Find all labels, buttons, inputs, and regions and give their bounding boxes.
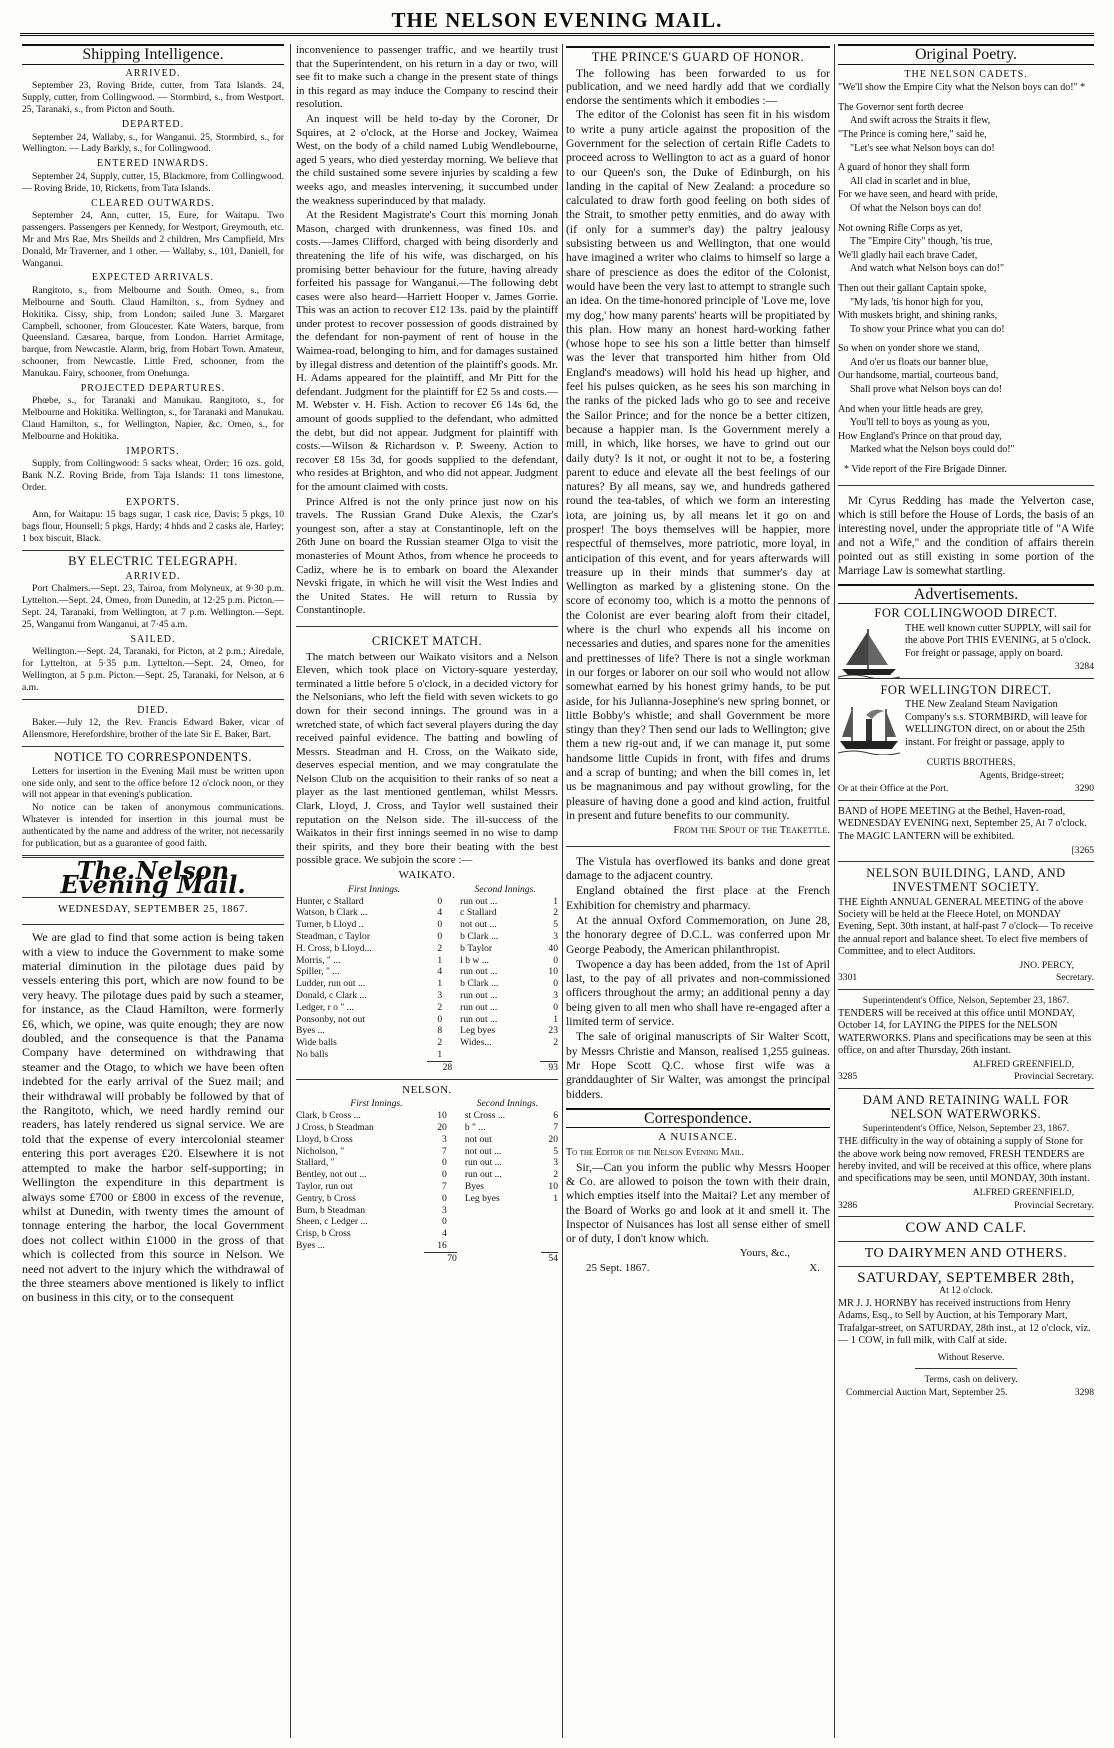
subhead: SAILED. [130, 633, 176, 645]
poem-line: For we have seen, and heard with pride, [838, 189, 998, 201]
nuisance-letter: Sir,—Can you inform the public why Messrs Hooper & Co. are allowed to poison the town with their drain, which empties itself into the Maitai? Let any member of the Board of Works go and look at it and smell it. The Inspector of Nuisances has lost all sense either of smell or of duty, I don't know which. [566, 1160, 830, 1246]
score-batsman: Ledger, r o " ... [296, 1001, 354, 1013]
score-batsman: Donald, c Clark ... [296, 990, 367, 1001]
innings-caption: Second Innings. [476, 1098, 539, 1110]
poem-line: Shall prove what Nelson boys can do! [850, 384, 1003, 396]
score-runs: 3 [437, 990, 443, 1001]
leader-article: We are glad to find that some action is being taken with a view to induce the Government to make some material diminution in the pilotage dues paid by vessels entering this port, which are now found to be very heavy. The pilotage dues paid by such a steamer, for instance, as the Claud Hamilton, were formerly £6, which, we opine, was quite enough; they are now doubled, and the consequence is that the Panama Company have determined on withdrawing that steamer and the Otago, to which we have been often indebted for the early arrival of the Suez mail; and their withdrawal will probably be followed by that of the Rangitoto, which, we need hardly remind our readers, has lately rendered us signal service. We are told that the expense of every intercolonial steamer entering this port averages £20. Elsewhere it is not attempted to make the harbor self-supporting; in Wellington the expenditure in this department is always some £700 or £800 in excess of the revenue, whilst at Dunedin, with twenty times the amount of tonnage entering the harbor, the local Government does not collect within £1000 in the gross of that which is collected from this source in Nelson. We need not advert to the injury which the withdrawal of the three steamers above mentioned is likely to inflict on business in this city, or to the consequent [22, 930, 284, 1305]
score-batsman [457, 1240, 541, 1252]
advert-subheading: TO DAIRYMEN AND OTHERS. [864, 1246, 1068, 1262]
score-batsman: Ponsonby, not out [296, 1013, 365, 1025]
innings-total: 70 [424, 1252, 456, 1264]
score-batsman: run out ... [460, 990, 498, 1001]
column-rule [290, 44, 291, 1738]
poem-stanza [838, 223, 1094, 276]
score-runs: 1 [553, 1013, 558, 1025]
ship-icon [838, 625, 900, 679]
poem-line: "The Prince is coming here," said he, [838, 128, 987, 140]
score-runs: 4 [437, 966, 443, 978]
paragraph: An inquest will be held to-day by the Coroner, Dr Squires, at 2 o'clock, at the Horse and Jockey, Waimea West, on the body of a child named Lubig Wendlebourne, aged 5 years, who died yesterday morning. We believe that the child sustained some severe injuries by scalding a few weeks ago, and measles intervening, it succumbed under the weakness superinduced by that malady. [296, 112, 558, 207]
score-row [296, 1025, 558, 1037]
news-item: England obtained the first place at the French Exhibition for chemistry and pharmacy. [566, 884, 830, 912]
shipping-departed: September 24, Wallaby, s., for Wanganui. 25, Stormbird, s., for Wellington. — Lady Barkly, s., for Collingwood. [22, 131, 284, 155]
shipping-expected: Rangitoto, s., from Melbourne and South. Omeo, s., from Melbourne and South. Claud Hamilton, s., from Sydney and Hokitika. Cissy, ship, from London; sailed June 3. Margaret Campbell, schooner, from Gloucester. Kate Waters, barque, from Queensland. Cæsarea, barque, from London. Harriet Armitage, barque, from Newcastle. Alarm, brig, from Hobart Town. Amateur, schooner, from Newcastle. Little Fred, schooner, from the Manukau. Fairy, schooner, from Onehunga. [22, 285, 284, 379]
score-row [296, 931, 558, 943]
score-runs [541, 1205, 558, 1217]
poem-line: With muskets bright, and shining ranks, [838, 310, 998, 322]
score-runs: 0 [442, 1169, 447, 1181]
advert-band-of-hope [838, 806, 1094, 857]
advert-terms: Terms, cash on delivery. [924, 1374, 1018, 1386]
score-runs [541, 1240, 558, 1252]
paragraph: Mr Cyrus Redding has made the Yelverton case, which is still before the House of Lords, the basis of an interesting novel, under the appropriate title of "A Wife and not a Wife," and the condition of affairs therein pointed out as still existing in some portion of the Marriage Law is somewhat startling. [838, 494, 1094, 577]
score-batsman: b Clark ... [460, 978, 499, 990]
advertisements-heading: Advertisements. [838, 584, 1094, 605]
poem-line: The "Empire City" though, 'tis true, [850, 236, 993, 248]
telegraph-heading: BY ELECTRIC TELEGRAPH. [68, 553, 238, 568]
advert-signature-title: Provincial Secretary. [1014, 1199, 1094, 1211]
score-batsman: Bentley, not out ... [296, 1169, 367, 1181]
poem-stanza [838, 102, 1094, 155]
score-batsman: Spiller, " ... [296, 966, 340, 978]
paragraph: The following has been forwarded to us for publication, and we need hardly add that we cordially endorse the sentiments which it embodies :— [566, 66, 830, 107]
score-batsman: run out ... [460, 895, 498, 907]
score-batsman: Lloyd, b Cross [296, 1133, 353, 1145]
score-runs: 0 [437, 919, 443, 931]
column-rule [834, 44, 835, 1738]
score-batsman: not out ... [460, 919, 497, 931]
innings-caption: First Innings. [347, 883, 401, 895]
poem-line: "We'll show the Empire City what the Nelson boys can do!" * [838, 82, 1086, 94]
news-item: At the annual Oxford Commemoration, on June 28, the honorary degree of D.C.L. was conferred upon Mr George Peabody, the American philanthropist. [566, 914, 830, 956]
advert-building-society [838, 867, 1094, 984]
score-runs: 5 [553, 1145, 558, 1157]
advert-number: 3301 [838, 972, 858, 984]
score-runs: 0 [442, 1216, 447, 1228]
score-batsman [457, 1228, 541, 1240]
score-runs: 8 [437, 1025, 443, 1037]
score-row [296, 896, 558, 908]
score-runs [541, 1228, 558, 1240]
score-runs: 4 [442, 1228, 447, 1240]
poem-line: So when on yonder shore we stand, [838, 343, 980, 355]
column-1 [22, 44, 284, 1738]
telegraph-arrived: Port Chalmers.—Sept. 23, Tairoa, from Molyneux, at 9·30 p.m. Lyttelton.—Sept. 24, Omeo, from Dunedin, at 12·25 p.m. Picton.—Sept. 24, Taranaki, from Wellington, at 7 p.m. Wellington.—Sept. 25, Wanganui from Wanganui, at 7·45 a.m. [22, 583, 284, 630]
poem [838, 82, 1094, 457]
score-batsman: run out ... [464, 1169, 502, 1181]
subhead: IMPORTS. [126, 445, 180, 457]
advert-tenders-pipes [838, 995, 1094, 1083]
score-row [296, 1240, 558, 1252]
masthead [20, 8, 1094, 36]
advert-dam [838, 1094, 1094, 1211]
advert-signature: ALFRED GREENFIELD, [972, 1186, 1074, 1198]
score-runs: 2 [553, 1169, 558, 1181]
score-batsman: Byes ... [296, 1025, 325, 1037]
subhead: DEPARTED. [121, 118, 185, 130]
telegraph-sailed: Wellington.—Sept. 24, Taranaki, for Picton, at 2 p.m.; Airedale, for Lyttelton, at 5·35 p.m. Lyttelton.—Sept. 24, Omeo, for Wellington, at 5 p.m. Picton.—Sept. 25, Taranaki, for Nelson, at 6 a.m. [22, 646, 284, 693]
score-batsman: run out ... [460, 1001, 498, 1013]
score-batsman: Leg byes [460, 1025, 496, 1037]
score-batsman: J Cross, b Steadman [296, 1121, 374, 1133]
score-runs: 10 [548, 966, 558, 978]
advert-date: SATURDAY, SEPTEMBER 28th, [857, 1269, 1075, 1286]
score-batsman: Stallard, " [296, 1157, 335, 1169]
poem-line: You'll tell to boys as young as you, [850, 417, 990, 429]
shipping-exports: Ann, for Waitapu: 15 bags sugar, 1 cask rice, Davis; 5 pkgs, 10 bags flour, Hounsell; 5 pkgs, Hardy; 4 hhds and 2 casks ale, Harley; 1 box biscuit, Black. [22, 509, 284, 545]
score-batsman: Turner, b Lloyd .. [296, 919, 364, 931]
score-runs: 3 [442, 1133, 447, 1145]
score-batsman: Ludder, run out ... [296, 978, 366, 990]
score-batsman [457, 1205, 541, 1217]
poem-line: How England's Prince on that proud day, [838, 430, 1002, 442]
shipping-projected: Phœbe, s., for Taranaki and Manukau. Rangitoto, s., for Melbourne and Hokitika. Wellington, s., for Taranaki and Manukau. Claud Hamilton, s., for Wellington, Napier, &c. Omeo, s., for Melbourne and Hokitika. [22, 395, 284, 442]
nameplate: The Nelson Evening Mail. [60, 856, 246, 899]
score-batsman: not out ... [464, 1145, 502, 1157]
poem-line: The Governor sent forth decree [838, 101, 964, 113]
shipping-imports: Supply, from Collingwood: 5 sacks wheat, Order; 16 ozs. gold, Bank N.Z. Roving Bride, from Taja Islands: 11 tons limestone, Order. [22, 458, 284, 493]
score-runs: 0 [553, 1001, 558, 1013]
dateline: WEDNESDAY, SEPTEMBER 25, 1867. [57, 903, 249, 915]
paragraph: inconvenience to passenger traffic, and we heartily trust that the Superintendent, on his return in a day or two, will see fit to make such a change in the present state of things in this regard as may induce the Company to rescind their resolution. [296, 44, 558, 111]
advert-text: BAND of HOPE MEETING at the Bethel, Haven-road, WEDNESDAY EVENING next, September 25, At 7 o'clock. The MAGIC LANTERN will be exhibited. [838, 805, 1087, 842]
score-runs: 7 [442, 1180, 447, 1192]
advert-wellington [838, 684, 1094, 795]
score-runs: 2 [437, 942, 443, 954]
score-row [296, 907, 558, 919]
score-row [296, 966, 558, 978]
score-row [296, 990, 558, 1002]
letter-signoff: Yours, &c., [739, 1247, 790, 1260]
advert-number: 3285 [838, 1071, 858, 1083]
score-runs: 1 [437, 954, 443, 966]
nelson-scorecard [296, 1085, 558, 1265]
advert-cow-and-calf [838, 1222, 1094, 1399]
advert-text: THE Eighth ANNUAL GENERAL MEETING of the above Society will be held at the Fleece Hotel, on MONDAY Evening, Sept. 30th instant, at half-past 7 o'clock— To receive the annual report and balance sheet. To elect five members of Committee, and to elect Auditors. [838, 896, 1093, 958]
score-runs: 10 [437, 1110, 447, 1122]
score-batsman: not out [464, 1133, 492, 1145]
notice-heading: NOTICE TO CORRESPONDENTS. [54, 750, 252, 765]
score-runs: 0 [437, 931, 443, 943]
score-batsman: Crisp, b Cross [296, 1228, 351, 1240]
score-row [296, 1157, 558, 1169]
notice-text: No notice can be taken of anonymous communications. Whatever is intended for insertion in this journal must be authenticated by the name and address of the writer, not necessarily for publication, but as a guarantee of good faith. [22, 802, 284, 849]
poem-line: And when your little heads are grey, [838, 403, 984, 415]
score-batsman: b " ... [464, 1121, 486, 1133]
score-batsman: H. Cross, b Lloyd... [296, 942, 372, 954]
cricket-report: The match between our Waikato visitors and a Nelson Eleven, which took place on Victory-square yesterday, terminated a little before 5 o'clock, in a decided victory for the Nelsonians, who left the field with seven wickets to go down for their second innings. The ground was in a wretched state, of which fact several players during the day received painful evidence. The batting and bowling of Messrs. Steadman and H. Cross, on the Waikato side, deserves especial mention, and we may congratulate the Nelson Club on the acquisition to their ranks of so neat a player as the last mentioned gentleman, whilst Messrs. Clark, Lloyd, J. Cross, and Taylor well sustained their reputation on the Nelson side. The ill-success of the Waikatos in their first innings seemed in no wise to damp their spirits, and they bore their beating with the best possible grace. We subjoin the score :— [296, 650, 558, 867]
innings-total: 28 [427, 1061, 453, 1073]
news-item: The Vistula has overflowed its banks and done great damage to the adjacent country. [566, 854, 830, 883]
innings-caption: Second Innings. [474, 883, 536, 895]
score-runs: 5 [553, 919, 558, 931]
poem-line: "Let's see what Nelson boys can do! [850, 142, 995, 154]
score-runs: 1 [553, 1192, 558, 1204]
score-row [296, 1181, 558, 1193]
scorecard-team: NELSON. [402, 1083, 452, 1096]
score-row [296, 1002, 558, 1014]
poem-stanza [838, 404, 1094, 457]
subhead: ARRIVED. [125, 67, 181, 79]
score-runs: 23 [548, 1025, 558, 1037]
advert-collingwood [838, 607, 1094, 673]
score-row [296, 1134, 558, 1146]
masthead-title: THE NELSON EVENING MAIL. [391, 8, 723, 32]
score-row [296, 943, 558, 955]
score-runs: 0 [442, 1192, 447, 1204]
advert-signature-title: Provincial Secretary. [1014, 1071, 1094, 1083]
shipping-cleared: September 24, Ann, cutter, 15, Eure, for Waitapu. Two passengers. Passengers per Kennedy, for Westport, Greymouth, etc. Mr and Mrs Rae, Mrs Sheilds and 2 children, Mrs Campfield, Mrs Donald, Mr Traverner, and 1 other. — Wallaby, s., 101, Daniell, for Wanganui. [22, 210, 284, 269]
advert-tail: Or at their Office at the Port. [838, 783, 949, 795]
advert-heading: DAM AND RETAINING WALL FOR NELSON WATERWORKS. [862, 1093, 1070, 1121]
notice-text: Letters for insertion in the Evening Mail must be written upon one side only, and sent to the office before 12 o'clock noon, or they will not appear in that evening's publication. [22, 765, 284, 801]
died-notice: Baker.—July 12, the Rev. Francis Edward Baker, vicar of Allensmore, Herefordshire, brother of the late Sir E. Baker, Bart. [22, 717, 284, 741]
score-batsman: b Clark ... [460, 931, 499, 943]
shipping-heading: Shipping Intelligence. [22, 44, 284, 65]
score-row [296, 1205, 558, 1217]
score-batsman: Byes [464, 1180, 484, 1192]
score-batsman: Morris, " ... [296, 954, 341, 966]
advert-text: THE difficulty in the way of obtaining a supply of Stone for the above work being now removed, FRESH TENDERS are hereby invited, and will be received at this office, where plans and specifications may be seen, until MONDAY, 30th instant. [838, 1136, 1092, 1185]
nuisance-heading: A NUISANCE. [658, 1131, 738, 1144]
paragraph: At the Resident Magistrate's Court this morning Jonah Mason, charged with drunkenness, was fined 10s. and costs.—James Clifford, charged with being disorderly and threatening the life of his wife, was discharged, on his promising better behaviour for the future, having already forfeited his passage for Wanganui.—The following debt cases were also heard—Harriett Hooper v. James Gorrie. This was an action to recover £12 13s. paid by the plaintiff under protest to recover possession of goods distrained by the defendant for non-payment of rent of house in the Waimea-road, belonging to him, and for damages sustained by illegal distress and detention of the plaintiff's goods. Mr. H. Adams appeared for the plaintiff, and Mr Pitt for the defendant. Judgment for the plaintiff for £2 5s and costs.—M. Webster v. H. Fish. Action to recover £6 14s 6d, the amount of goods supplied to the defendant, who admitted the debt, but did not appear. Judgment for plaintiff with costs.—Wilson & Richardson v. P. Sweeny. Action to recover £8 15s 3d, for goods supplied to the defendant, who resides at Brighton, and who did not appear. Judgment for the amount claimed with costs. [296, 209, 558, 493]
advert-office: Superintendent's Office, Nelson, September 23, 1867. [862, 995, 1070, 1007]
column-3 [566, 44, 830, 1738]
poem-stanza [838, 82, 1094, 95]
advert-text: TENDERS will be received at this office until MONDAY, October 14, for LAYING the PIPES for the NELSON WATERWORKS. Plans and specifications may be seen at this office, on and after Thursday, 26th instant. [838, 1008, 1092, 1057]
score-batsman: No balls [296, 1049, 329, 1061]
score-batsman: c Stallard [460, 907, 497, 919]
advert-signature-title: Secretary. [1056, 972, 1094, 984]
score-runs: 4 [437, 907, 443, 919]
poem-line: And swift across the Straits it flew, [850, 115, 991, 127]
advert-signature: ALFRED GREENFIELD, [972, 1058, 1074, 1070]
advert-reserve: Without Reserve. [937, 1351, 1005, 1363]
subhead: EXPECTED ARRIVALS. [91, 272, 215, 284]
poem-line: Not owning Rifle Corps as yet, [838, 222, 963, 234]
score-row [296, 1216, 558, 1228]
score-runs: 1 [437, 978, 443, 990]
letter-address: To the Editor of the Nelson Evening Mail. [566, 1147, 744, 1159]
score-batsman: Hunter, c Stallard [296, 895, 364, 907]
score-runs: 2 [553, 1037, 558, 1049]
score-row [296, 1122, 558, 1134]
score-runs: 3 [553, 931, 558, 943]
score-batsman [452, 1049, 540, 1061]
advert-number: [3265 [1071, 844, 1094, 856]
score-runs: 16 [437, 1239, 447, 1251]
score-runs: 2 [437, 1037, 443, 1049]
score-row [296, 1169, 558, 1181]
score-row [296, 1014, 558, 1026]
score-runs [541, 1216, 558, 1228]
advert-number: 3286 [838, 1199, 858, 1211]
poem-stanza [838, 283, 1094, 336]
score-row [296, 978, 558, 990]
score-row [296, 1146, 558, 1158]
score-row [296, 1037, 558, 1049]
score-runs: 1 [437, 1048, 443, 1060]
news-item: Twopence a day has been added, from the 1st of April last, to the pay of all privates and non-commissioned officers throughout the army; an additional penny a day being given to all men who shall have re-engaged after a limited term of service. [566, 957, 830, 1029]
advert-number: 3298 [1074, 1387, 1094, 1399]
advert-heading: COW AND CALF. [905, 1220, 1027, 1237]
guard-heading: THE PRINCE'S GUARD OF HONOR. [566, 46, 830, 65]
score-row [296, 1110, 558, 1122]
column-rule [562, 44, 563, 1738]
score-batsman: st Cross ... [464, 1110, 506, 1122]
letter-date: 25 Sept. 1867. [586, 1262, 650, 1275]
innings-total: 54 [541, 1252, 558, 1264]
poem-line: And o'er us floats our banner blue, [850, 356, 989, 368]
subhead: ARRIVED. [125, 570, 181, 582]
poem-line: Of what the Nelson boys can do! [850, 202, 982, 214]
score-runs: 3 [442, 1204, 447, 1216]
poem-line: Our handsome, martial, courteous band, [838, 370, 999, 382]
advert-heading: FOR COLLINGWOOD DIRECT. [874, 606, 1058, 621]
score-runs: 3 [553, 990, 558, 1001]
score-batsman: Gentry, b Cross [296, 1192, 356, 1204]
score-batsman: Byes ... [296, 1240, 325, 1252]
score-batsman: Sheen, c Ledger ... [296, 1216, 368, 1228]
score-runs: 20 [437, 1121, 447, 1133]
poem-line: We'll gladly hail each brave Cadet, [838, 249, 978, 261]
advert-mart: Commercial Auction Mart, September 25. [846, 1387, 1008, 1399]
score-batsman: Taylor, run out [296, 1180, 353, 1192]
letter-signature: X. [809, 1262, 820, 1275]
advert-text: THE New Zealand Steam Navigation Company's s.s. STORMBIRD, will leave for WELLINGTON direct, on or about the 25th instant. For freight or passage, apply to [905, 699, 1088, 748]
poem-line: All clad in scarlet and in blue, [850, 175, 971, 187]
poem-stanza [838, 343, 1094, 396]
poem-line: A guard of honor they shall form [838, 162, 970, 174]
poem-line: Marked what the Nelson boys could do!" [850, 444, 1015, 456]
score-batsman: run out ... [460, 966, 498, 978]
score-runs: 20 [548, 1133, 558, 1145]
score-runs: 0 [437, 895, 443, 907]
poem-line: To show your Prince what you can do! [850, 323, 1005, 335]
score-batsman: run out ... [464, 1157, 502, 1169]
steamship-icon [838, 701, 900, 755]
poem-line: "My lads, 'tis honor high for you, [850, 296, 984, 308]
paragraph: Prince Alfred is not the only prince just now on his travels. The Russian Grand Duke Alexis, the Czar's youngest son, after a stay at Constantinople, left on the 26th June on board the Russian steamer Olga to visit the monasteries of Mount Athos, from whence he proceeds to Cadiz, where he is to embark on board the Alexander Nevski frigate, in which he will visit the West Indies and the United States. He will return to Russia by Constantinople. [296, 495, 558, 617]
score-runs: 0 [553, 978, 558, 990]
died-heading: DIED. [137, 704, 169, 716]
score-batsman: run out ... [460, 1013, 498, 1025]
score-row [296, 1049, 558, 1061]
score-runs: 0 [442, 1157, 447, 1169]
subhead: EXPORTS. [125, 496, 181, 508]
score-runs: 2 [437, 1001, 443, 1013]
score-runs [540, 1049, 558, 1061]
poem-footnote: * Vide report of the Fire Brigade Dinner. [844, 464, 1008, 476]
subhead: CLEARED OUTWARDS. [91, 197, 215, 209]
score-batsman: b Taylor [460, 942, 493, 954]
advert-number: 3284 [1074, 661, 1094, 673]
advert-office: Superintendent's Office, Nelson, September 23, 1867. [862, 1123, 1070, 1135]
guard-signature: From the Spout of the Teakettle. [673, 824, 830, 837]
innings-caption: First Innings. [350, 1098, 403, 1110]
shipping-entered: September 24, Supply, cutter, 15, Blackmore, from Collingwood. — Roving Bride, 10, Ricketts, from Tata Islands. [22, 170, 284, 194]
score-batsman: Clark, b Cross ... [296, 1110, 361, 1122]
column-4 [838, 44, 1094, 1738]
advert-text: THE well known cutter SUPPLY, will sail for the above Port THIS EVENING, at 5 o'clock. For freight or passage, apply on board. [905, 622, 1092, 659]
score-batsman: Nicholson, " [296, 1145, 345, 1157]
score-batsman: Wides... [460, 1037, 492, 1049]
score-row [296, 1228, 558, 1240]
scorecard-team: WAIKATO. [398, 869, 456, 882]
score-batsman: Leg byes [464, 1192, 500, 1204]
score-runs: 2 [553, 907, 558, 919]
score-runs: 7 [442, 1145, 447, 1157]
score-runs: 10 [548, 1180, 558, 1192]
score-runs: 40 [548, 942, 558, 954]
score-runs: 0 [437, 1013, 443, 1025]
poem-title: THE NELSON CADETS. [904, 68, 1028, 80]
correspondence-heading: Correspondence. [566, 1108, 830, 1129]
score-runs: 7 [553, 1121, 558, 1133]
advert-number: 3290 [1074, 783, 1094, 795]
score-runs: 6 [553, 1110, 558, 1122]
news-item: The sale of original manuscripts of Sir Walter Scott, by Messrs Christie and Manson, realised 1,255 guineas. Mr Hope Scott Q.C. whose first wife was a granddaughter of Sir Walter, was amongst the principal bidders. [566, 1030, 830, 1101]
subhead: ENTERED INWARDS. [96, 158, 210, 170]
waikato-scorecard [296, 870, 558, 1074]
poetry-heading: Original Poetry. [838, 44, 1094, 65]
score-batsman: Wide balls [296, 1037, 337, 1049]
score-batsman: Steadman, c Taylor [296, 931, 371, 943]
poem-line: And watch what Nelson boys can do!" [850, 263, 1005, 275]
advert-agent-address: Agents, Bridge-street; [979, 770, 1064, 782]
advert-heading: NELSON BUILDING, LAND, AND INVESTMENT SOCIETY. [866, 866, 1066, 894]
poem-line: Then out their gallant Captain spoke, [838, 282, 987, 294]
innings-total: 93 [540, 1061, 558, 1073]
score-row [296, 1193, 558, 1205]
score-runs: 1 [553, 895, 558, 907]
guard-letter: The editor of the Colonist has seen fit in his wisdom to write a puny article against the proposition of the Government for the selection of certain Rifle Cadets to proceed across to Wellington to act as a guard of honor to our Queen's son, the Duke of Edinburgh, on his landing in the capital of New Zealand: a procedure so calculated to draw forth good feeling on both sides of the Strait, to smother petty enmities, and do away with (if only for a summer's day) the paltry jealousy subsisting between us and Wellington, that one would have imagined a writer who claims to himself so large a share of prescience as does the editor of the Colonist, would have been the very last to attempt to strangle such an idea. On the time-honored principle of 'Love me, love my dog,' how many parents' hearts will be propitiated by this plan. How many an honest hard-working father (whose hope to see his son a little better than himself was the lever that transported him hither from Old England's meadows) will hold his head up higher, and feel his pulses quicken, as he sees his son marching in the ranks of the picked lads who go to see and receive the Sailor Prince; and for the nonce be a better citizen, because a happier man. Is the Government merely a mill, in which, like horses, we have to grind out our daily duty? Is it not, or ought it not to be, a fostering parent to educe and elevate all the best feelings of our natures? By all means, say we, and hundreds gathered round the tea-tables, of which we form an interesting iota, are joining us, by all means let it go on and prosper! The boys themselves will be happier, more respectful of themselves, more patriotic, more loyal, in anticipation of this event, and for years afterwards will treasure up in their minds that summer's day at Wellington as marked by a glistening stone. On the score of economy too, which is a motto the pennons of the Colonist are ever bearing aloft from their citadel, where is the churl who expends all his income on necessaries and duties, and spares none for the amenities and prettinesses of life? There is not a single workman in our forges or laborer on our soil who would not allow somewhat earned by his honest grimy hands, to be put aside, for his Julianna-Josephine's new spring bonnet, or little Bobby's whistle; and shall Government be more stingy than they? Then send our lads to Wellington; give them a new rig-out and, if we can manage it, put some handsome little Cupids in front, with fifes and drums and a scrap of bunting; and when the bill comes in, let us be magnanimous and pay without growling, for the pleasure of having done a good and kind action, fruitful in present and future benefits to our community. [566, 108, 830, 822]
poem-stanza [838, 162, 1094, 215]
score-batsman: Watson, b Clark ... [296, 907, 368, 919]
score-batsman: Burn, b Steadman [296, 1204, 366, 1216]
advert-text: MR J. J. HORNBY has received instructions from Henry Adams, Esq., to Sell by Auction, at his Temporary Mart, Trafalgar-street, on SATURDAY, 28th inst., at 12 o'clock, viz.— 1 COW, in full milk, with Calf at side. [838, 1298, 1091, 1347]
advert-heading: FOR WELLINGTON DIRECT. [880, 682, 1052, 697]
advert-agent: CURTIS BROTHERS, [926, 757, 1016, 769]
score-batsman [457, 1216, 541, 1228]
shipping-arrived: September 23, Roving Bride, cutter, from Tata Islands. 24, Supply, cutter, from Collingwood. — Stormbird, s., from Westport. 25, Taranaki, s., from Picton and South. [22, 80, 284, 115]
score-row [296, 919, 558, 931]
score-runs: 3 [553, 1157, 558, 1169]
score-row [296, 955, 558, 967]
cricket-heading: CRICKET MATCH. [371, 633, 483, 648]
column-2 [296, 44, 558, 1738]
score-runs: 0 [553, 954, 558, 966]
subhead: PROJECTED DEPARTURES. [80, 382, 226, 394]
advert-signature: JNO. PERCY, [1019, 959, 1074, 971]
advert-time: At 12 o'clock. [939, 1285, 993, 1297]
score-batsman: l b w ... [460, 954, 489, 966]
